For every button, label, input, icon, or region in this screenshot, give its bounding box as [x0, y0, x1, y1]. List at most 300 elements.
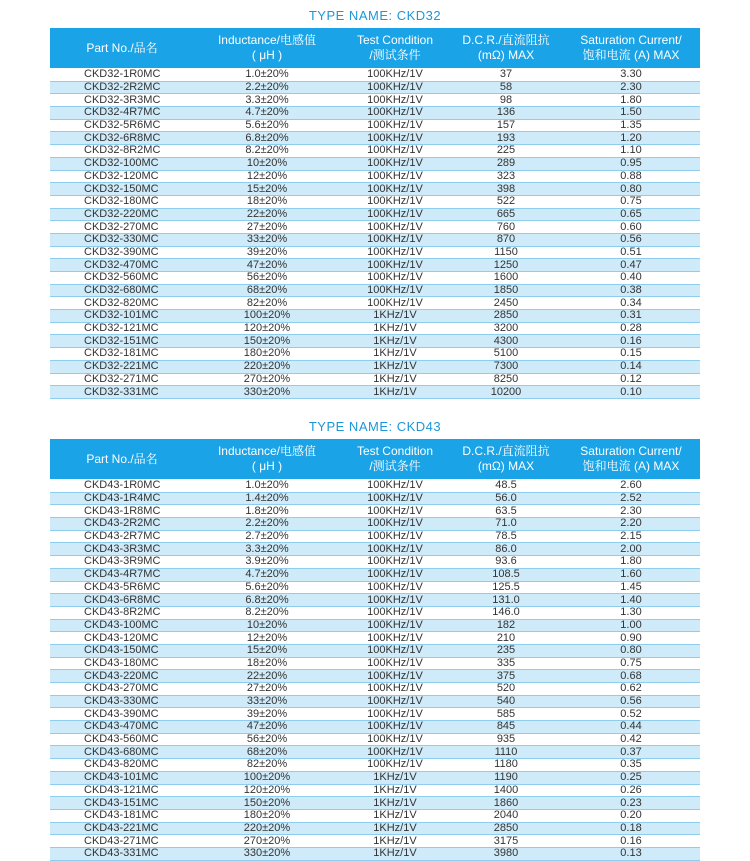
table-row: [50, 505, 700, 518]
saturation-current-cell: 0.37: [562, 746, 700, 759]
part-no-cell: CKD32-270MC: [50, 221, 194, 234]
part-no-cell: CKD43-470MC: [50, 721, 194, 734]
part-no-cell: CKD43-680MC: [50, 746, 194, 759]
part-no-cell: CKD32-390MC: [50, 246, 194, 259]
table-row: [50, 322, 700, 335]
test-condition-cell: 100KHz/1V: [340, 183, 450, 196]
saturation-current-cell: 0.13: [562, 847, 700, 860]
inductance-cell: 68±20%: [194, 746, 340, 759]
inductance-cell: 270±20%: [194, 373, 340, 386]
table-row: [50, 119, 700, 132]
test-condition-cell: 100KHz/1V: [340, 708, 450, 721]
test-condition-cell: 1KHz/1V: [340, 847, 450, 860]
spec-table: [50, 439, 700, 861]
dcr-cell: 157: [450, 119, 562, 132]
saturation-current-cell: 0.65: [562, 208, 700, 221]
part-no-cell: CKD43-820MC: [50, 759, 194, 772]
saturation-current-cell: 0.52: [562, 708, 700, 721]
test-condition-cell: 100KHz/1V: [340, 670, 450, 683]
part-no-cell: CKD43-100MC: [50, 619, 194, 632]
header-part-no: Part No./品名: [50, 28, 194, 69]
part-no-cell: CKD32-820MC: [50, 297, 194, 310]
part-no-cell: CKD43-1R4MC: [50, 492, 194, 505]
inductance-cell: 3.3±20%: [194, 543, 340, 556]
dcr-cell: 56.0: [450, 492, 562, 505]
part-no-cell: CKD32-2R2MC: [50, 81, 194, 94]
dcr-cell: 193: [450, 132, 562, 145]
inductance-cell: 180±20%: [194, 348, 340, 361]
test-condition-cell: 100KHz/1V: [340, 657, 450, 670]
header-part-no: Part No./品名: [50, 439, 194, 480]
test-condition-cell: 100KHz/1V: [340, 195, 450, 208]
dcr-cell: 2850: [450, 310, 562, 323]
saturation-current-cell: 0.18: [562, 822, 700, 835]
saturation-current-cell: 0.23: [562, 797, 700, 810]
table-row: [50, 492, 700, 505]
inductance-cell: 100±20%: [194, 771, 340, 784]
table-row: [50, 81, 700, 94]
test-condition-cell: 1KHz/1V: [340, 348, 450, 361]
test-condition-cell: 100KHz/1V: [340, 695, 450, 708]
inductance-cell: 1.4±20%: [194, 492, 340, 505]
inductance-cell: 22±20%: [194, 670, 340, 683]
dcr-cell: 3200: [450, 322, 562, 335]
inductance-cell: 150±20%: [194, 797, 340, 810]
table-row: [50, 233, 700, 246]
part-no-cell: CKD43-270MC: [50, 683, 194, 696]
saturation-current-cell: 1.10: [562, 145, 700, 158]
inductance-cell: 10±20%: [194, 157, 340, 170]
part-no-cell: CKD32-100MC: [50, 157, 194, 170]
dcr-cell: 540: [450, 695, 562, 708]
inductance-cell: 2.7±20%: [194, 530, 340, 543]
table-row: [50, 556, 700, 569]
spec-table: [50, 28, 700, 399]
test-condition-cell: 100KHz/1V: [340, 284, 450, 297]
table-row: [50, 670, 700, 683]
test-condition-cell: 1KHz/1V: [340, 809, 450, 822]
dcr-cell: 1250: [450, 259, 562, 272]
test-condition-cell: 100KHz/1V: [340, 119, 450, 132]
table-row: [50, 284, 700, 297]
test-condition-cell: 100KHz/1V: [340, 480, 450, 493]
table-row: [50, 297, 700, 310]
header-dcr: D.C.R./直流阻抗 (mΩ) MAX: [450, 28, 562, 69]
table-row: [50, 619, 700, 632]
test-condition-cell: 100KHz/1V: [340, 530, 450, 543]
saturation-current-cell: 1.80: [562, 94, 700, 107]
dcr-cell: 2040: [450, 809, 562, 822]
ckd43-section: [50, 415, 700, 861]
dcr-cell: 98: [450, 94, 562, 107]
table-header: [50, 28, 700, 69]
table-row: [50, 221, 700, 234]
part-no-cell: CKD43-331MC: [50, 847, 194, 860]
part-no-cell: CKD43-1R0MC: [50, 480, 194, 493]
saturation-current-cell: 0.80: [562, 183, 700, 196]
header-test-condition: Test Condition /测试条件: [340, 28, 450, 69]
inductance-cell: 68±20%: [194, 284, 340, 297]
test-condition-cell: 100KHz/1V: [340, 157, 450, 170]
saturation-current-cell: 0.68: [562, 670, 700, 683]
test-condition-cell: 100KHz/1V: [340, 759, 450, 772]
header-inductance: Inductance/电感值 ( μH ): [194, 439, 340, 480]
test-condition-cell: 1KHz/1V: [340, 335, 450, 348]
table-row: [50, 246, 700, 259]
test-condition-cell: 100KHz/1V: [340, 619, 450, 632]
part-no-cell: CKD43-6R8MC: [50, 594, 194, 607]
part-no-cell: CKD43-220MC: [50, 670, 194, 683]
dcr-cell: 375: [450, 670, 562, 683]
part-no-cell: CKD32-151MC: [50, 335, 194, 348]
saturation-current-cell: 2.20: [562, 518, 700, 531]
dcr-cell: 323: [450, 170, 562, 183]
table-row: [50, 683, 700, 696]
table-row: [50, 94, 700, 107]
inductance-cell: 27±20%: [194, 683, 340, 696]
part-no-cell: CKD32-120MC: [50, 170, 194, 183]
part-no-cell: CKD43-560MC: [50, 733, 194, 746]
table-row: [50, 708, 700, 721]
part-no-cell: CKD43-8R2MC: [50, 606, 194, 619]
dcr-cell: 2850: [450, 822, 562, 835]
part-no-cell: CKD32-470MC: [50, 259, 194, 272]
saturation-current-cell: 2.30: [562, 81, 700, 94]
dcr-cell: 1600: [450, 272, 562, 285]
part-no-cell: CKD32-330MC: [50, 233, 194, 246]
dcr-cell: 48.5: [450, 480, 562, 493]
table-row: [50, 360, 700, 373]
test-condition-cell: 100KHz/1V: [340, 107, 450, 120]
table-row: [50, 386, 700, 399]
inductance-cell: 5.6±20%: [194, 119, 340, 132]
inductance-cell: 5.6±20%: [194, 581, 340, 594]
inductance-cell: 120±20%: [194, 322, 340, 335]
saturation-current-cell: 0.26: [562, 784, 700, 797]
dcr-cell: 1190: [450, 771, 562, 784]
header-test-condition: Test Condition /测试条件: [340, 439, 450, 480]
table-row: [50, 348, 700, 361]
part-no-cell: CKD43-3R3MC: [50, 543, 194, 556]
part-no-cell: CKD32-8R2MC: [50, 145, 194, 158]
test-condition-cell: 100KHz/1V: [340, 505, 450, 518]
inductance-cell: 2.2±20%: [194, 81, 340, 94]
dcr-cell: 10200: [450, 386, 562, 399]
saturation-current-cell: 0.42: [562, 733, 700, 746]
part-no-cell: CKD32-220MC: [50, 208, 194, 221]
dcr-cell: 335: [450, 657, 562, 670]
saturation-current-cell: 0.28: [562, 322, 700, 335]
inductance-cell: 3.9±20%: [194, 556, 340, 569]
part-no-cell: CKD32-271MC: [50, 373, 194, 386]
dcr-cell: 398: [450, 183, 562, 196]
part-no-cell: CKD32-680MC: [50, 284, 194, 297]
inductance-cell: 1.0±20%: [194, 480, 340, 493]
table-row: [50, 145, 700, 158]
test-condition-cell: 100KHz/1V: [340, 518, 450, 531]
saturation-current-cell: 0.14: [562, 360, 700, 373]
part-no-cell: CKD43-390MC: [50, 708, 194, 721]
part-no-cell: CKD43-271MC: [50, 835, 194, 848]
test-condition-cell: 100KHz/1V: [340, 492, 450, 505]
table-row: [50, 721, 700, 734]
part-no-cell: CKD43-3R9MC: [50, 556, 194, 569]
table-row: [50, 632, 700, 645]
saturation-current-cell: 0.16: [562, 835, 700, 848]
part-no-cell: CKD43-2R7MC: [50, 530, 194, 543]
part-no-cell: CKD43-121MC: [50, 784, 194, 797]
test-condition-cell: 100KHz/1V: [340, 733, 450, 746]
saturation-current-cell: 1.45: [562, 581, 700, 594]
dcr-cell: 136: [450, 107, 562, 120]
dcr-cell: 289: [450, 157, 562, 170]
inductance-cell: 180±20%: [194, 809, 340, 822]
test-condition-cell: 100KHz/1V: [340, 543, 450, 556]
inductance-cell: 39±20%: [194, 708, 340, 721]
saturation-current-cell: 0.56: [562, 233, 700, 246]
test-condition-cell: 100KHz/1V: [340, 746, 450, 759]
dcr-cell: 3980: [450, 847, 562, 860]
dcr-cell: 63.5: [450, 505, 562, 518]
part-no-cell: CKD43-151MC: [50, 797, 194, 810]
test-condition-cell: 100KHz/1V: [340, 208, 450, 221]
inductance-cell: 82±20%: [194, 297, 340, 310]
test-condition-cell: 1KHz/1V: [340, 322, 450, 335]
saturation-current-cell: 0.60: [562, 221, 700, 234]
ckd32-section: [50, 4, 700, 399]
dcr-cell: 845: [450, 721, 562, 734]
dcr-cell: 1400: [450, 784, 562, 797]
test-condition-cell: 100KHz/1V: [340, 170, 450, 183]
part-no-cell: CKD32-5R6MC: [50, 119, 194, 132]
test-condition-cell: 100KHz/1V: [340, 81, 450, 94]
dcr-cell: 86.0: [450, 543, 562, 556]
part-no-cell: CKD32-3R3MC: [50, 94, 194, 107]
table-row: [50, 272, 700, 285]
dcr-cell: 522: [450, 195, 562, 208]
table-row: [50, 518, 700, 531]
dcr-cell: 108.5: [450, 568, 562, 581]
table-row: [50, 594, 700, 607]
saturation-current-cell: 0.31: [562, 310, 700, 323]
dcr-cell: 1110: [450, 746, 562, 759]
saturation-current-cell: 2.00: [562, 543, 700, 556]
dcr-cell: 235: [450, 644, 562, 657]
table-row: [50, 335, 700, 348]
table-row: [50, 759, 700, 772]
saturation-current-cell: 1.80: [562, 556, 700, 569]
part-no-cell: CKD43-101MC: [50, 771, 194, 784]
dcr-cell: 93.6: [450, 556, 562, 569]
table-row: [50, 746, 700, 759]
table-row: [50, 809, 700, 822]
table-row: [50, 568, 700, 581]
dcr-cell: 585: [450, 708, 562, 721]
test-condition-cell: 100KHz/1V: [340, 606, 450, 619]
part-no-cell: CKD32-331MC: [50, 386, 194, 399]
inductance-cell: 220±20%: [194, 360, 340, 373]
inductance-cell: 56±20%: [194, 733, 340, 746]
inductance-cell: 33±20%: [194, 233, 340, 246]
dcr-cell: 2450: [450, 297, 562, 310]
table-row: [50, 543, 700, 556]
inductance-cell: 4.7±20%: [194, 107, 340, 120]
table-row: [50, 480, 700, 493]
inductance-cell: 120±20%: [194, 784, 340, 797]
dcr-cell: 760: [450, 221, 562, 234]
saturation-current-cell: 1.30: [562, 606, 700, 619]
part-no-cell: CKD43-4R7MC: [50, 568, 194, 581]
saturation-current-cell: 0.35: [562, 759, 700, 772]
inductance-cell: 15±20%: [194, 183, 340, 196]
test-condition-cell: 100KHz/1V: [340, 145, 450, 158]
saturation-current-cell: 1.20: [562, 132, 700, 145]
saturation-current-cell: 0.25: [562, 771, 700, 784]
table-body: [50, 480, 700, 861]
test-condition-cell: 1KHz/1V: [340, 835, 450, 848]
saturation-current-cell: 1.40: [562, 594, 700, 607]
saturation-current-cell: 3.30: [562, 69, 700, 82]
dcr-cell: 131.0: [450, 594, 562, 607]
test-condition-cell: 1KHz/1V: [340, 771, 450, 784]
test-condition-cell: 1KHz/1V: [340, 360, 450, 373]
part-no-cell: CKD32-560MC: [50, 272, 194, 285]
dcr-cell: 1850: [450, 284, 562, 297]
saturation-current-cell: 2.15: [562, 530, 700, 543]
saturation-current-cell: 1.35: [562, 119, 700, 132]
inductance-cell: 10±20%: [194, 619, 340, 632]
inductance-cell: 56±20%: [194, 272, 340, 285]
dcr-cell: 870: [450, 233, 562, 246]
dcr-cell: 210: [450, 632, 562, 645]
table-body: [50, 69, 700, 399]
inductance-cell: 47±20%: [194, 721, 340, 734]
inductance-cell: 27±20%: [194, 221, 340, 234]
dcr-cell: 7300: [450, 360, 562, 373]
inductance-cell: 18±20%: [194, 195, 340, 208]
test-condition-cell: 100KHz/1V: [340, 259, 450, 272]
inductance-cell: 12±20%: [194, 632, 340, 645]
saturation-current-cell: 0.56: [562, 695, 700, 708]
test-condition-cell: 1KHz/1V: [340, 310, 450, 323]
table-row: [50, 530, 700, 543]
inductance-cell: 6.8±20%: [194, 594, 340, 607]
inductance-cell: 18±20%: [194, 657, 340, 670]
test-condition-cell: 100KHz/1V: [340, 683, 450, 696]
saturation-current-cell: 0.20: [562, 809, 700, 822]
saturation-current-cell: 1.60: [562, 568, 700, 581]
table-row: [50, 183, 700, 196]
dcr-cell: 665: [450, 208, 562, 221]
part-no-cell: CKD43-120MC: [50, 632, 194, 645]
part-no-cell: CKD32-4R7MC: [50, 107, 194, 120]
inductance-cell: 330±20%: [194, 847, 340, 860]
part-no-cell: CKD32-121MC: [50, 322, 194, 335]
saturation-current-cell: 0.12: [562, 373, 700, 386]
saturation-current-cell: 0.75: [562, 657, 700, 670]
saturation-current-cell: 0.40: [562, 272, 700, 285]
table-row: [50, 644, 700, 657]
inductance-cell: 12±20%: [194, 170, 340, 183]
part-no-cell: CKD43-181MC: [50, 809, 194, 822]
inductance-cell: 330±20%: [194, 386, 340, 399]
dcr-cell: 71.0: [450, 518, 562, 531]
dcr-cell: 520: [450, 683, 562, 696]
inductance-cell: 82±20%: [194, 759, 340, 772]
table-row: [50, 695, 700, 708]
saturation-current-cell: 0.15: [562, 348, 700, 361]
saturation-current-cell: 0.90: [562, 632, 700, 645]
table-row: [50, 132, 700, 145]
inductance-cell: 33±20%: [194, 695, 340, 708]
test-condition-cell: 100KHz/1V: [340, 644, 450, 657]
saturation-current-cell: 0.51: [562, 246, 700, 259]
table-row: [50, 259, 700, 272]
inductance-cell: 150±20%: [194, 335, 340, 348]
test-condition-cell: 100KHz/1V: [340, 69, 450, 82]
dcr-cell: 58: [450, 81, 562, 94]
part-no-cell: CKD32-1R0MC: [50, 69, 194, 82]
test-condition-cell: 1KHz/1V: [340, 822, 450, 835]
dcr-cell: 1860: [450, 797, 562, 810]
test-condition-cell: 100KHz/1V: [340, 721, 450, 734]
saturation-current-cell: 0.34: [562, 297, 700, 310]
table-row: [50, 107, 700, 120]
dcr-cell: 3175: [450, 835, 562, 848]
inductance-cell: 8.2±20%: [194, 606, 340, 619]
part-no-cell: CKD43-1R8MC: [50, 505, 194, 518]
part-no-cell: CKD43-180MC: [50, 657, 194, 670]
table-row: [50, 373, 700, 386]
test-condition-cell: 1KHz/1V: [340, 386, 450, 399]
dcr-cell: 146.0: [450, 606, 562, 619]
table-row: [50, 157, 700, 170]
part-no-cell: CKD43-5R6MC: [50, 581, 194, 594]
header-saturation-current: Saturation Current/ 饱和电流 (A) MAX: [562, 28, 700, 69]
test-condition-cell: 100KHz/1V: [340, 556, 450, 569]
saturation-current-cell: 1.50: [562, 107, 700, 120]
test-condition-cell: 1KHz/1V: [340, 797, 450, 810]
saturation-current-cell: 0.47: [562, 259, 700, 272]
inductance-cell: 1.0±20%: [194, 69, 340, 82]
dcr-cell: 225: [450, 145, 562, 158]
inductance-cell: 22±20%: [194, 208, 340, 221]
inductance-cell: 3.3±20%: [194, 94, 340, 107]
dcr-cell: 1180: [450, 759, 562, 772]
inductance-cell: 8.2±20%: [194, 145, 340, 158]
dcr-cell: 125.5: [450, 581, 562, 594]
test-condition-cell: 100KHz/1V: [340, 632, 450, 645]
table-row: [50, 170, 700, 183]
part-no-cell: CKD32-150MC: [50, 183, 194, 196]
table-row: [50, 797, 700, 810]
table-row: [50, 822, 700, 835]
dcr-cell: 182: [450, 619, 562, 632]
inductance-cell: 39±20%: [194, 246, 340, 259]
test-condition-cell: 100KHz/1V: [340, 568, 450, 581]
saturation-current-cell: 0.62: [562, 683, 700, 696]
test-condition-cell: 1KHz/1V: [340, 784, 450, 797]
test-condition-cell: 100KHz/1V: [340, 246, 450, 259]
table-row: [50, 771, 700, 784]
test-condition-cell: 100KHz/1V: [340, 594, 450, 607]
inductance-cell: 15±20%: [194, 644, 340, 657]
dcr-cell: 8250: [450, 373, 562, 386]
part-no-cell: CKD43-330MC: [50, 695, 194, 708]
part-no-cell: CKD32-6R8MC: [50, 132, 194, 145]
test-condition-cell: 100KHz/1V: [340, 272, 450, 285]
saturation-current-cell: 0.88: [562, 170, 700, 183]
